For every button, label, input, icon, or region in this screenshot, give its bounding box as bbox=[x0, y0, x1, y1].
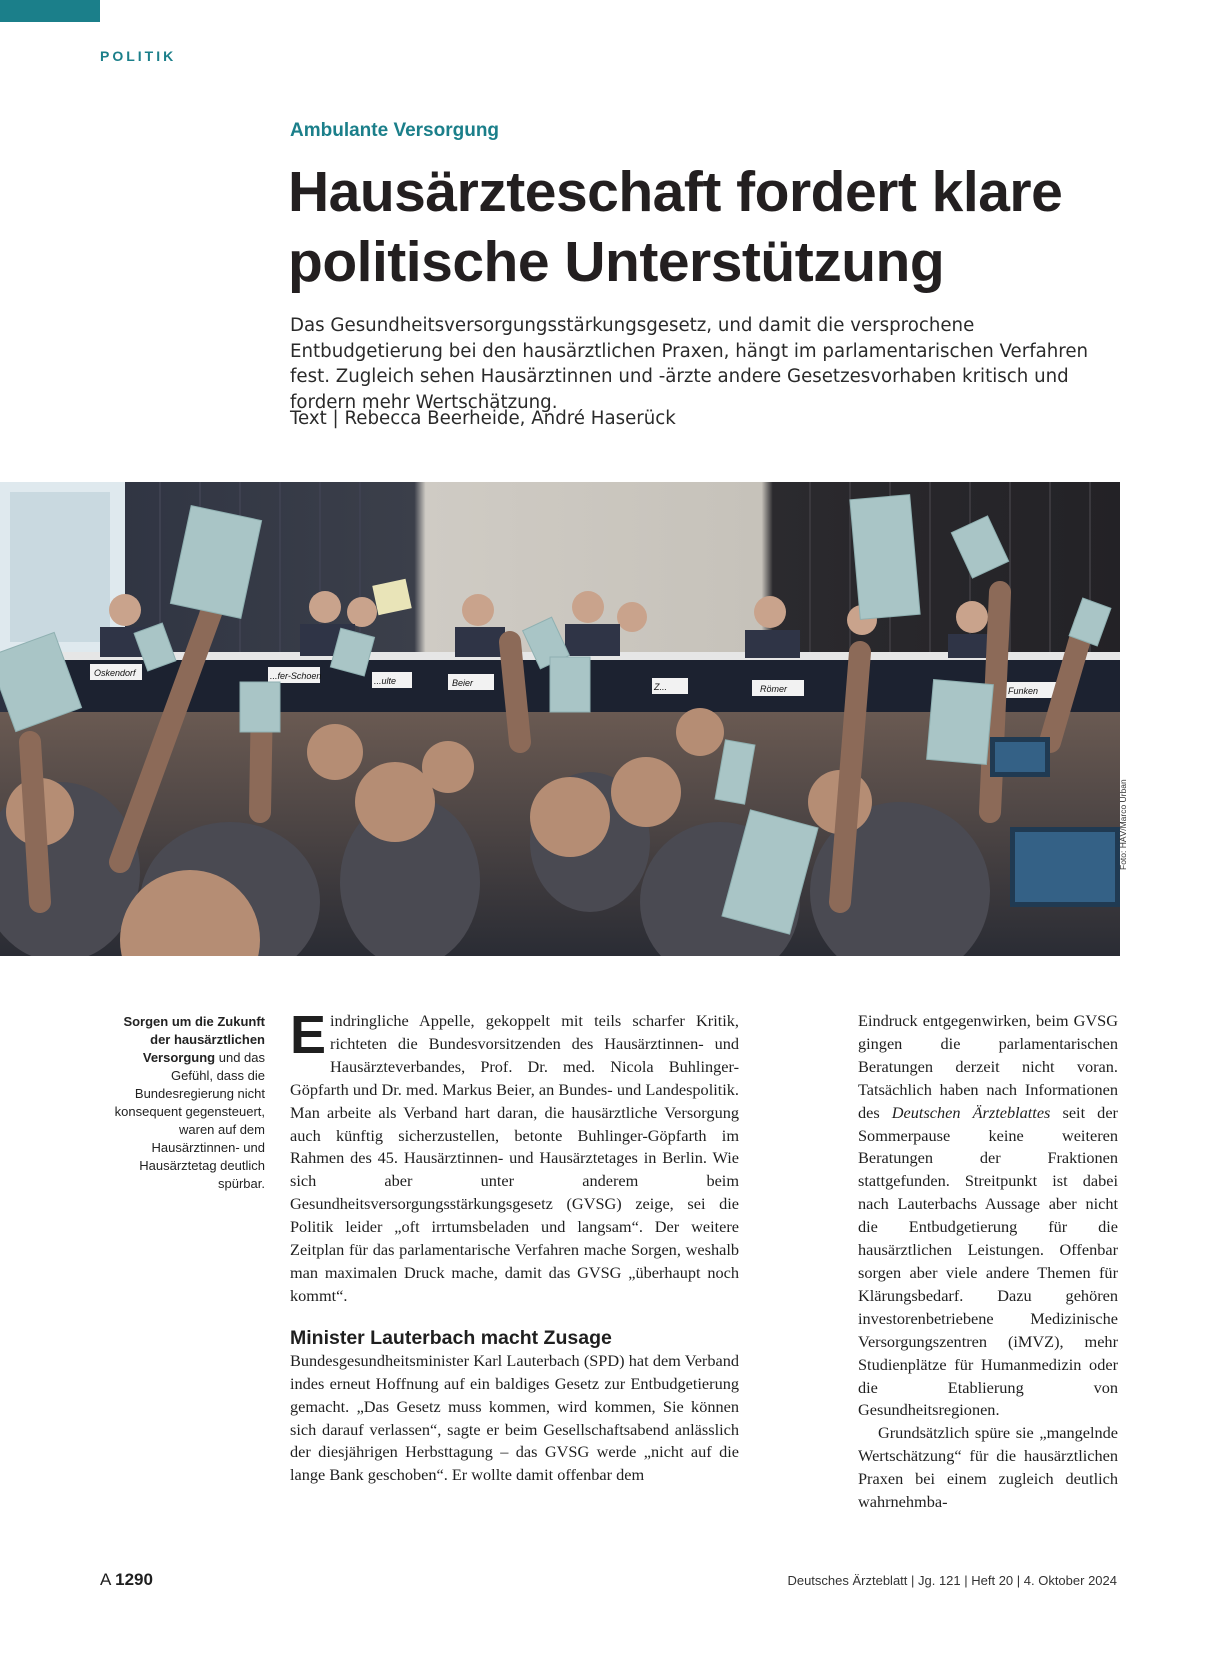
headline-line-2: politische Unterstützung bbox=[288, 230, 945, 294]
article-photo bbox=[0, 482, 1120, 956]
body-paragraph-3 bbox=[858, 1010, 1118, 1422]
nameplate-3: ...ulte bbox=[374, 676, 397, 686]
body-column-2 bbox=[858, 1010, 1118, 1514]
nameplate-4: Beier bbox=[452, 678, 474, 688]
body-paragraph-2: Bundesgesundheitsminister Karl Lauterbach (SPD) hat dem Verband indes erneut Hoffnung auf ein baldiges Gesetz zur Entbudgetierung gemacht. „Das Gesetz muss kommen, wird kommen, Sie können sich darauf verlassen“, sagte er beim Gesellschaftsabend anlässlich der diesjährigen Herbsttagung – das GVSG werde „nicht auf die lange Bank geschoben“. Er wollte damit offenbar dem bbox=[290, 1350, 739, 1485]
body-paragraph-1 bbox=[290, 1005, 739, 1308]
body-paragraph-3-part-b: seit der Sommerpause keine weiteren Beratungen der Fraktionen stattgefunden. Streitpunkt ist dabei nach Lauterbachs Aussage aber nicht die Entbudgetierung für die hausärztlichen Leistungen. Offenbar sorgen aber viele andere Themen für Klärungsbedarf. Dazu gehören investorenbetriebene Medizinische Versorgungszentren (iMVZ), mehr Studienplätze für Humanmedizin oder die Etablierung von Gesundheitsregionen. bbox=[858, 1102, 1118, 1420]
nameplate-5: Z... bbox=[654, 682, 667, 692]
section-label: POLITIK bbox=[100, 48, 177, 64]
conference-voting-illustration bbox=[0, 482, 1120, 956]
nameplate-1: Oskendorf bbox=[94, 668, 136, 678]
photo-credit: Foto: HÄV/Marco Urban bbox=[1118, 779, 1128, 870]
drop-cap: E bbox=[290, 1005, 327, 1065]
body-paragraph-1-text: indringliche Appelle, gekoppelt mit teils scharfer Kritik, richteten die Bundesvorsitzenden des Hausärztinnen- und Hausärzteverbandes, Prof. Dr. med. Nicola Buhlinger-Göpfarth und Dr. med. Markus Beier, an Bundes- und Landespolitik. Man arbeite als Verband hart daran, die hausärztliche Versorgung auch künftig sicherzustellen, betonte Buhlinger-Göpfarth im Rahmen des 45. Hausärztinnen- und Hausärztetages in Berlin. Wie sich aber unter anderem beim Gesundheitsversorgungsstärkungsgesetz (GVSG) zeige, sei die Politik leider „oft irrtumsbeladen und langsam“. Der weitere Zeitplan für das parlamentarische Verfahren mache Sorgen, weshalb man maximalen Druck mache, damit das GVSG „überhaupt noch kommt“. bbox=[290, 1011, 739, 1305]
page-number-value: 1290 bbox=[115, 1570, 153, 1589]
article-kicker: Ambulante Versorgung bbox=[290, 120, 500, 141]
photo-caption bbox=[100, 1013, 265, 1193]
nameplate-6: Römer bbox=[760, 684, 788, 694]
subheading: Minister Lauterbach macht Zusage bbox=[290, 1326, 612, 1349]
body-paragraph-3-part-a: Eindruck entgegenwirken, beim GVSG gingen die parlamentarischen Beratungen derzeit nicht voran. Tatsächlich haben nach Informationen des bbox=[858, 1011, 1118, 1122]
body-paragraph-4: Grundsätzlich spüre sie „mangelnde Wertschätzung“ für die hausärztlichen Praxen bei einem zugleich deutlich wahrnehmba- bbox=[858, 1423, 1118, 1512]
headline-line-1: Hausärzteschaft fordert klare bbox=[288, 160, 1063, 224]
body-column-1 bbox=[290, 1005, 739, 1487]
page-prefix: A bbox=[100, 1570, 111, 1589]
section-color-bar bbox=[0, 0, 100, 22]
article-lead: Das Gesundheitsversorgungsstärkungsgesetz, und damit die versprochene Entbudgetierung bei den hausärztlichen Praxen, hängt im parlamentarischen Verfahren fest. Zugleich sehen Hausärztinnen und -ärzte andere Gesetzesvorhaben kritisch und fordern mehr Wertschätzung. bbox=[290, 315, 1089, 413]
page-number bbox=[100, 1570, 153, 1590]
nameplate-2: ...fer-Schoen bbox=[270, 671, 322, 681]
article-headline bbox=[288, 157, 1188, 297]
journal-footer: Deutsches Ärzteblatt | Jg. 121 | Heft 20 | 4. Oktober 2024 bbox=[787, 1573, 1117, 1588]
caption-text: und das Gefühl, dass die Bundesregierung nicht konsequent gegensteuert, waren auf dem Hausärztinnen- und Hausärztetag deutlich spürbar. bbox=[114, 1050, 265, 1191]
nameplate-7: Funken bbox=[1008, 686, 1039, 696]
article-byline: Text | Rebecca Beerheide, André Haserück bbox=[290, 408, 676, 429]
publication-name: Deutschen Ärzteblattes bbox=[891, 1102, 1051, 1122]
caption-lead: Sorgen um die Zukunft der hausärztlichen Versorgung bbox=[123, 1014, 265, 1065]
